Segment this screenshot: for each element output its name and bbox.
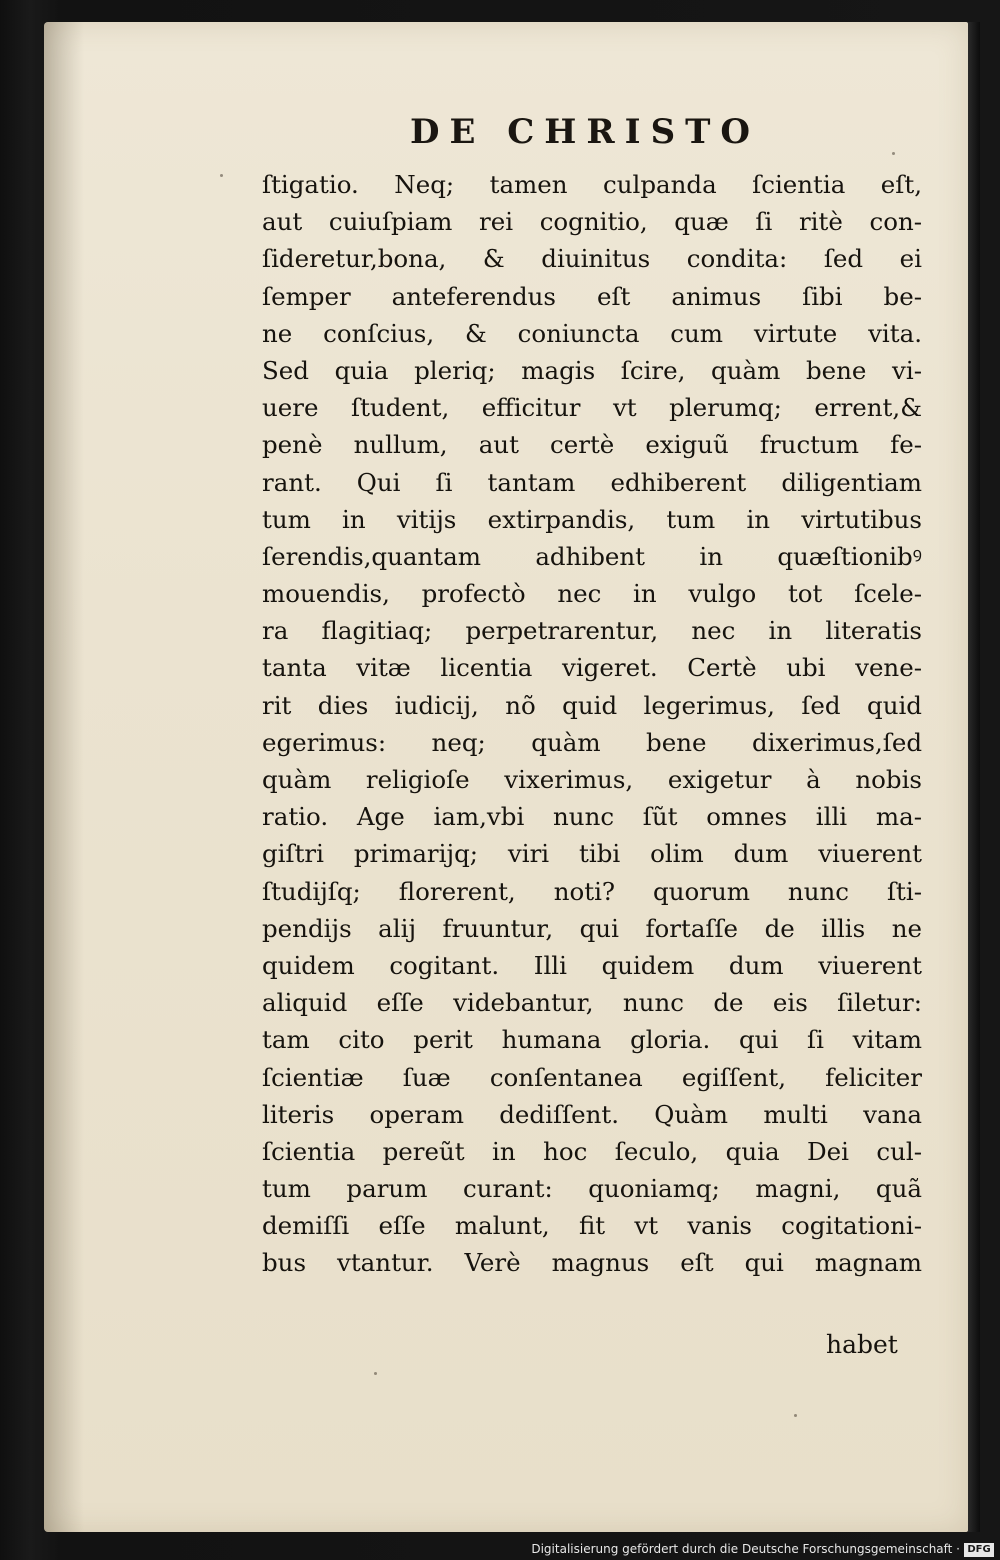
paper-speck [892,152,895,155]
page-body-text [262,166,922,1282]
text-line: ſideretur,bona, & diuinitus condita: ſed ei [262,244,922,274]
text-line: rit dies iudicij, nõ quid legerimus, ſed quid [262,690,922,720]
text-line: penè nullum, aut certè exiguũ fructum fe- [262,430,922,460]
text-line: ſcientia pereũt in hoc ſeculo, quia Dei cul- [262,1136,922,1166]
text-line: quàm religioſe vixerimus, exigetur à nobis [262,765,922,794]
text-line: giſtri primarijq; viri tibi olim dum viuerent [262,839,922,869]
digitization-credit: Digitalisierung gefördert durch die Deutsche Forschungsgemeinschaft · [531,1542,960,1556]
text-line: tum parum curant: quoniamq; magni, quã [262,1174,922,1204]
text-line: ſemper anteferendus eſt animus ſibi be- [262,281,922,311]
text-line: ratio. Age iam,vbi nunc ſũt omnes illi ma- [262,802,922,832]
text-line: ſerendis,quantam adhibent in quæſtionibꝰ [262,541,922,571]
running-head: DE CHRISTO [410,112,761,152]
text-line: quidem cogitant. Illi quidem dum viuerent [262,950,922,980]
catchword: habet [826,1330,898,1359]
text-line: ne conſcius, & coniuncta cum virtute vita. [262,318,922,348]
text-line: demiſſi eſſe malunt, fit vt vanis cogitationi- [262,1211,922,1241]
paper-speck [220,174,223,177]
text-line: ſcientiæ ſuæ conſentanea egiſſent, feliciter [262,1062,922,1092]
text-line: aut cuiuſpiam rei cognitio, quæ ſi ritè con- [262,207,922,237]
paper-speck [794,1414,797,1417]
text-line: ſtigatio. Neq; tamen culpanda ſcientia eſt, [262,170,922,199]
text-line: tam cito perit humana gloria. qui ſi vitam [262,1025,922,1055]
text-line: rant. Qui ſi tantam edhiberent diligentiam [262,467,922,497]
text-line: ſtudijſq; florerent, noti? quorum nunc ſti- [262,876,922,906]
text-line: pendijs alij fruuntur, qui fortaſſe de illis ne [262,913,922,943]
dfg-logo: DFG [964,1543,994,1557]
text-line: aliquid eſſe videbantur, nunc de eis ſiletur: [262,988,922,1018]
text-line: Sed quia pleriq; magis ſcire, quàm bene vi- [262,355,922,385]
text-line: ra flagitiaq; perpetrarentur, nec in literatis [262,616,922,646]
text-line: mouendis, profectò nec in vulgo tot ſcele- [262,579,922,609]
text-line: bus vtantur. Verè magnus eſt qui magnam [262,1248,922,1278]
text-line: literis operam dediſſent. Quàm multi vana [262,1099,922,1129]
paper-speck [374,1372,377,1375]
text-line: tanta vitæ licentia vigeret. Certè ubi vene- [262,653,922,683]
text-line: uere ſtudent, efficitur vt plerumq; errent,& [262,393,922,423]
text-line: egerimus: neq; quàm bene dixerimus,ſed [262,727,922,757]
text-line: tum in vitijs extirpandis, tum in virtutibus [262,504,922,534]
